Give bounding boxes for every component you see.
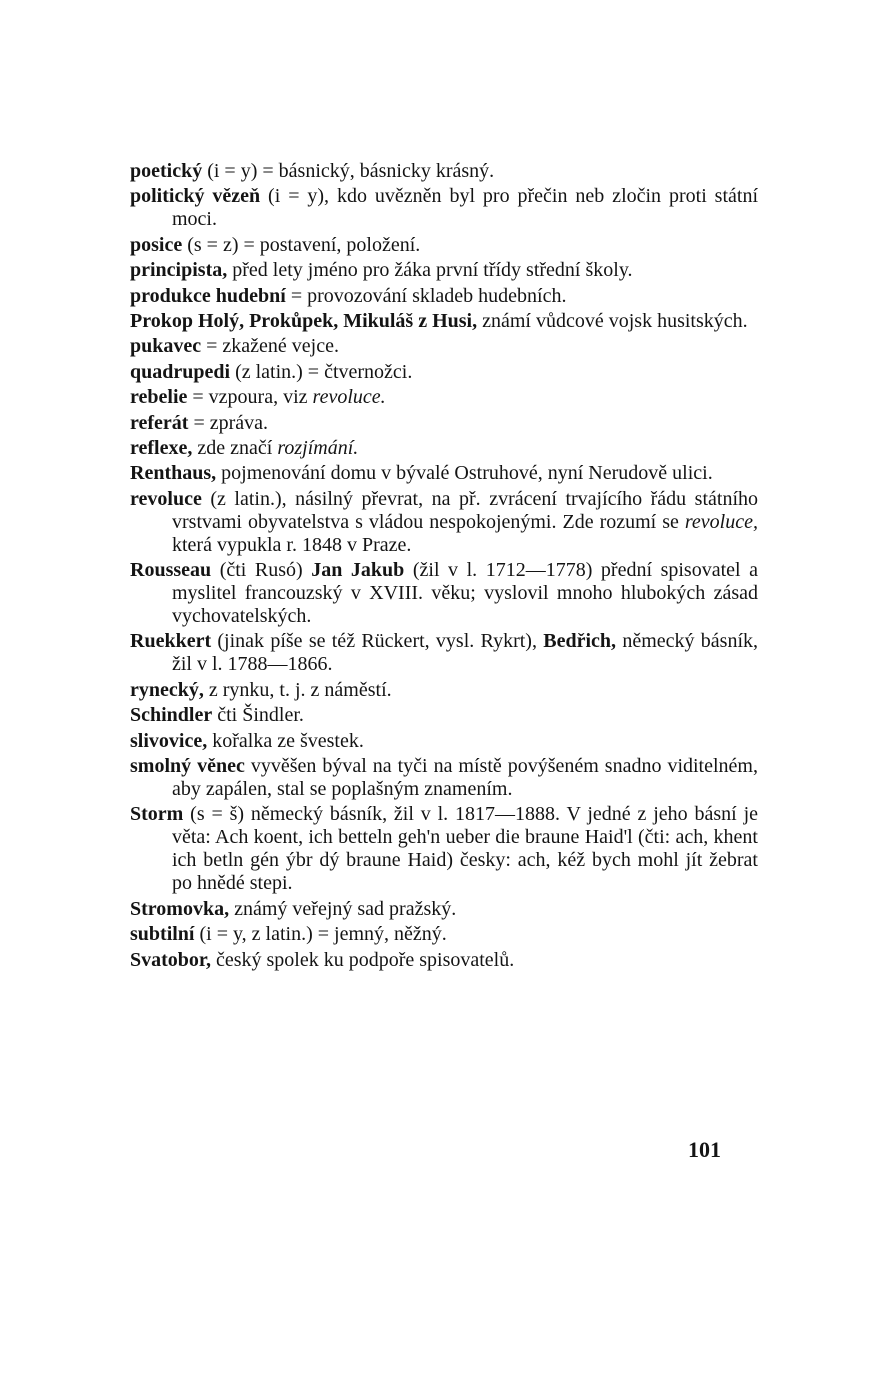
entry-renthaus bbox=[130, 462, 758, 485]
definition: čti Šindler. bbox=[212, 704, 304, 727]
headword-secondary: Bedřich, bbox=[543, 630, 617, 653]
definition: před lety jméno pro žáka první třídy střední školy. bbox=[227, 259, 633, 282]
entry-produkce-hudebni bbox=[130, 285, 758, 308]
entry-schindler bbox=[130, 704, 758, 727]
headword: smolný věnec bbox=[130, 755, 245, 778]
headword: subtilní bbox=[130, 923, 195, 946]
headword: politický vězeň bbox=[130, 185, 261, 208]
entry-ruekkert bbox=[130, 630, 758, 676]
definition: kořalka ze švestek. bbox=[207, 729, 364, 752]
definition: = vzpoura, viz bbox=[187, 386, 313, 409]
entry-rebelie bbox=[130, 386, 758, 409]
headword: principista, bbox=[130, 259, 228, 282]
entry-reflexe bbox=[130, 437, 758, 460]
headword: referát bbox=[130, 411, 189, 434]
headword: produkce hudební bbox=[130, 284, 286, 307]
headword: posice bbox=[130, 233, 183, 256]
entry-slivovice bbox=[130, 730, 758, 753]
definition: (i = y), kdo uvězněn byl pro přečin neb zločin proti státní moci. bbox=[172, 185, 758, 231]
definition: = provozování skladeb hudebních. bbox=[285, 284, 567, 307]
definition: (z latin.), násilný převrat, na př. zvrácení trvajícího řádu státního vrstvami obyvatelstva s vládou nespokojenými. Zde rozumí se bbox=[172, 487, 758, 533]
headword: revoluce bbox=[130, 487, 202, 510]
headword: reflexe, bbox=[130, 436, 193, 459]
italic-term: revoluce, bbox=[684, 510, 758, 533]
entry-quadrupedi bbox=[130, 361, 758, 384]
headword: rebelie bbox=[130, 386, 188, 409]
headword: rynecký, bbox=[130, 678, 204, 701]
definition: vyvěšen býval na tyči na místě povýšeném snadno viditelném, aby zapálen, stal se poplašným znamením. bbox=[172, 755, 758, 801]
definition: z rynku, t. j. z náměstí. bbox=[203, 678, 392, 701]
definition: (s = z) = postavení, položení. bbox=[182, 233, 421, 256]
headword: Rousseau bbox=[130, 559, 212, 582]
dictionary-page bbox=[130, 160, 758, 974]
headword: poetický bbox=[130, 160, 203, 182]
definition: zde značí bbox=[192, 436, 278, 459]
entry-prokop-holy bbox=[130, 310, 758, 333]
definition: = zkažené vejce. bbox=[201, 335, 339, 358]
definition-continued: německý básník, žil v l. 1788—1866. bbox=[172, 630, 759, 676]
cross-reference: revoluce. bbox=[312, 386, 386, 409]
definition: (čti Rusó) bbox=[211, 559, 312, 582]
definition: český spolek ku podpoře spisovatelů. bbox=[210, 948, 515, 971]
entry-subtilni bbox=[130, 923, 758, 946]
headword: Ruekkert bbox=[130, 630, 212, 653]
definition: pojmenování domu v bývalé Ostruhové, nyní Nerudově ulici. bbox=[216, 462, 713, 485]
headword: Prokop Holý, Prokůpek, Mikuláš z Husi, bbox=[130, 309, 478, 332]
entry-principista bbox=[130, 259, 758, 282]
definition-continued: která vypukla r. 1848 v Praze. bbox=[172, 533, 412, 556]
headword: Renthaus, bbox=[130, 462, 217, 485]
page-number: 101 bbox=[688, 1137, 721, 1162]
entry-posice bbox=[130, 234, 758, 257]
definition: (i = y) = básnický, básnicky krásný. bbox=[202, 160, 495, 182]
headword-secondary: Jan Jakub bbox=[311, 559, 405, 582]
entry-rynecky bbox=[130, 679, 758, 702]
italic-term: rozjímání. bbox=[277, 436, 359, 459]
entry-politicky-vezen bbox=[130, 185, 758, 231]
entry-referat bbox=[130, 412, 758, 435]
definition-continued: (žil v l. 1712—1778) přední spisovatel a myslitel francouzský v XVIII. věku; vyslovil mnoho hlubokých zásad vychovatelských. bbox=[172, 559, 759, 628]
headword: slivovice, bbox=[130, 729, 208, 752]
definition: (z latin.) = čtvernožci. bbox=[230, 360, 413, 383]
entry-rousseau bbox=[130, 559, 758, 628]
definition: = zpráva. bbox=[188, 411, 269, 434]
entry-smolny-venec bbox=[130, 755, 758, 801]
entry-revoluce bbox=[130, 488, 758, 557]
entry-svatobor bbox=[130, 949, 758, 972]
headword: Svatobor, bbox=[130, 948, 211, 971]
definition: (jinak píše se též Rückert, vysl. Rykrt), bbox=[211, 630, 544, 653]
entry-stromovka bbox=[130, 898, 758, 921]
definition: (i = y, z latin.) = jemný, něžný. bbox=[194, 923, 447, 946]
definition: (s = š) německý básník, žil v l. 1817—1888. V jedné z jeho básní je věta: Ach koent, ich betteln geh'n ueber die braune Haid'l (čti: ach, khent ich betln gén ýbr dý braune Haid) česky: ach, kéž bych mohl jít žebrat po hnědé stepi. bbox=[172, 803, 758, 895]
headword: Storm bbox=[130, 803, 184, 826]
headword: Schindler bbox=[130, 704, 213, 727]
entry-pukavec bbox=[130, 335, 758, 358]
definition: známý veřejný sad pražský. bbox=[229, 897, 457, 920]
entry-storm bbox=[130, 803, 758, 895]
headword: Stromovka, bbox=[130, 897, 230, 920]
headword: quadrupedi bbox=[130, 360, 231, 383]
headword: pukavec bbox=[130, 335, 202, 358]
entry-poeticky bbox=[130, 160, 758, 183]
definition: známí vůdcové vojsk husitských. bbox=[477, 309, 748, 332]
